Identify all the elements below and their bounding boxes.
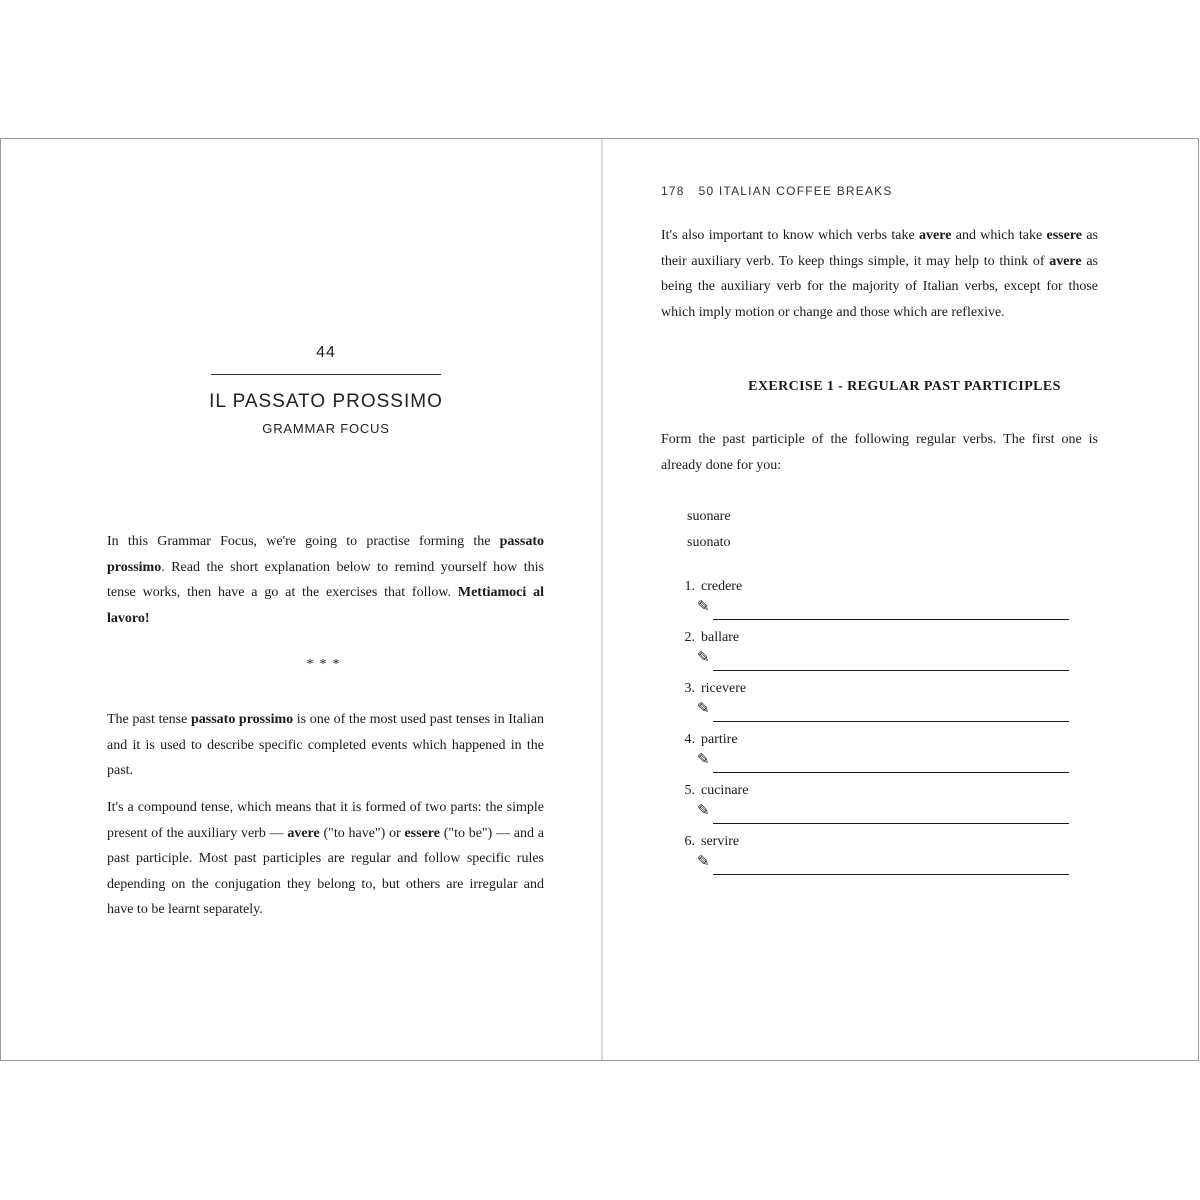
example-verb: suonare — [687, 509, 731, 524]
item-verb: ricevere — [701, 681, 747, 696]
example-answer: suonato — [687, 534, 731, 550]
answer-line[interactable] — [713, 823, 1069, 824]
exercise-instructions: Form the past participle of the following regular verbs. The first one is already done for you: — [661, 432, 1098, 473]
exercise-title: EXERCISE 1 - REGULAR PAST PARTICIPLES — [748, 379, 1061, 394]
answer-line[interactable] — [713, 874, 1069, 875]
item-verb: credere — [701, 579, 743, 594]
answer-line[interactable] — [713, 619, 1069, 620]
book-spread — [0, 138, 1199, 1061]
left-page — [1, 139, 601, 1060]
item-number: 1. — [684, 579, 695, 594]
section-separator: *** — [306, 657, 346, 672]
passato-prossimo-paragraph: The past tense passato prossimo is one of the most used past tenses in Italian and it is used to describe specific completed events which happened in the past. — [107, 712, 545, 778]
exercise-item — [661, 579, 1101, 630]
answer-line[interactable] — [713, 721, 1069, 722]
exercise-item — [661, 834, 1101, 885]
answer-line[interactable] — [713, 772, 1069, 773]
running-head — [661, 184, 893, 198]
chapter-subtitle: GRAMMAR FOCUS — [262, 421, 390, 436]
item-number: 6. — [684, 834, 695, 849]
item-number: 2. — [684, 630, 695, 645]
chapter-title: IL PASSATO PROSSIMO — [209, 391, 443, 412]
page-number: 178 — [661, 184, 685, 198]
pencil-icon: ✎ — [697, 699, 710, 717]
answer-line[interactable] — [713, 670, 1069, 671]
exercise-item — [661, 681, 1101, 732]
pencil-icon: ✎ — [697, 597, 710, 615]
right-page — [603, 139, 1199, 1060]
item-verb: cucinare — [701, 783, 749, 798]
exercise-item — [661, 783, 1101, 834]
item-verb: ballare — [701, 630, 740, 645]
chapter-divider — [211, 374, 441, 375]
pencil-icon: ✎ — [697, 648, 710, 666]
item-number: 5. — [684, 783, 695, 798]
intro-paragraph: In this Grammar Focus, we're going to practise forming the passato prossimo. Read the short explanation below to remind yourself how this tense works, then have a go at the exercises that follow. Mettiamoci al lavoro! — [107, 534, 544, 626]
pencil-icon: ✎ — [697, 750, 710, 768]
chapter-number: 44 — [316, 344, 336, 361]
exercise-item — [661, 732, 1101, 783]
exercise-list — [661, 579, 1101, 885]
item-number: 3. — [684, 681, 695, 696]
book-title: 50 ITALIAN COFFEE BREAKS — [698, 184, 893, 198]
pencil-icon: ✎ — [697, 801, 710, 819]
exercise-item — [661, 630, 1101, 681]
compound-tense-paragraph: It's a compound tense, which means that it is formed of two parts: the simple present of the auxiliary verb — avere ("to have") or essere ("to be") — and a past participle. Most past participles are regular and follow specific rules depending on the conjugation they belong to, but others are irregular and have to be learnt separately. — [107, 800, 544, 917]
worked-example — [687, 504, 731, 555]
item-verb: servire — [701, 834, 740, 849]
item-verb: partire — [701, 732, 738, 747]
auxiliary-paragraph: It's also important to know which verbs take avere and which take essere as their auxiliary verb. To keep things simple, it may help to think of avere as being the auxiliary verb for the majority of Italian verbs, except for those which imply motion or change and those which are reflexive. — [661, 228, 1098, 320]
item-number: 4. — [684, 732, 695, 747]
pencil-icon: ✎ — [697, 852, 710, 870]
